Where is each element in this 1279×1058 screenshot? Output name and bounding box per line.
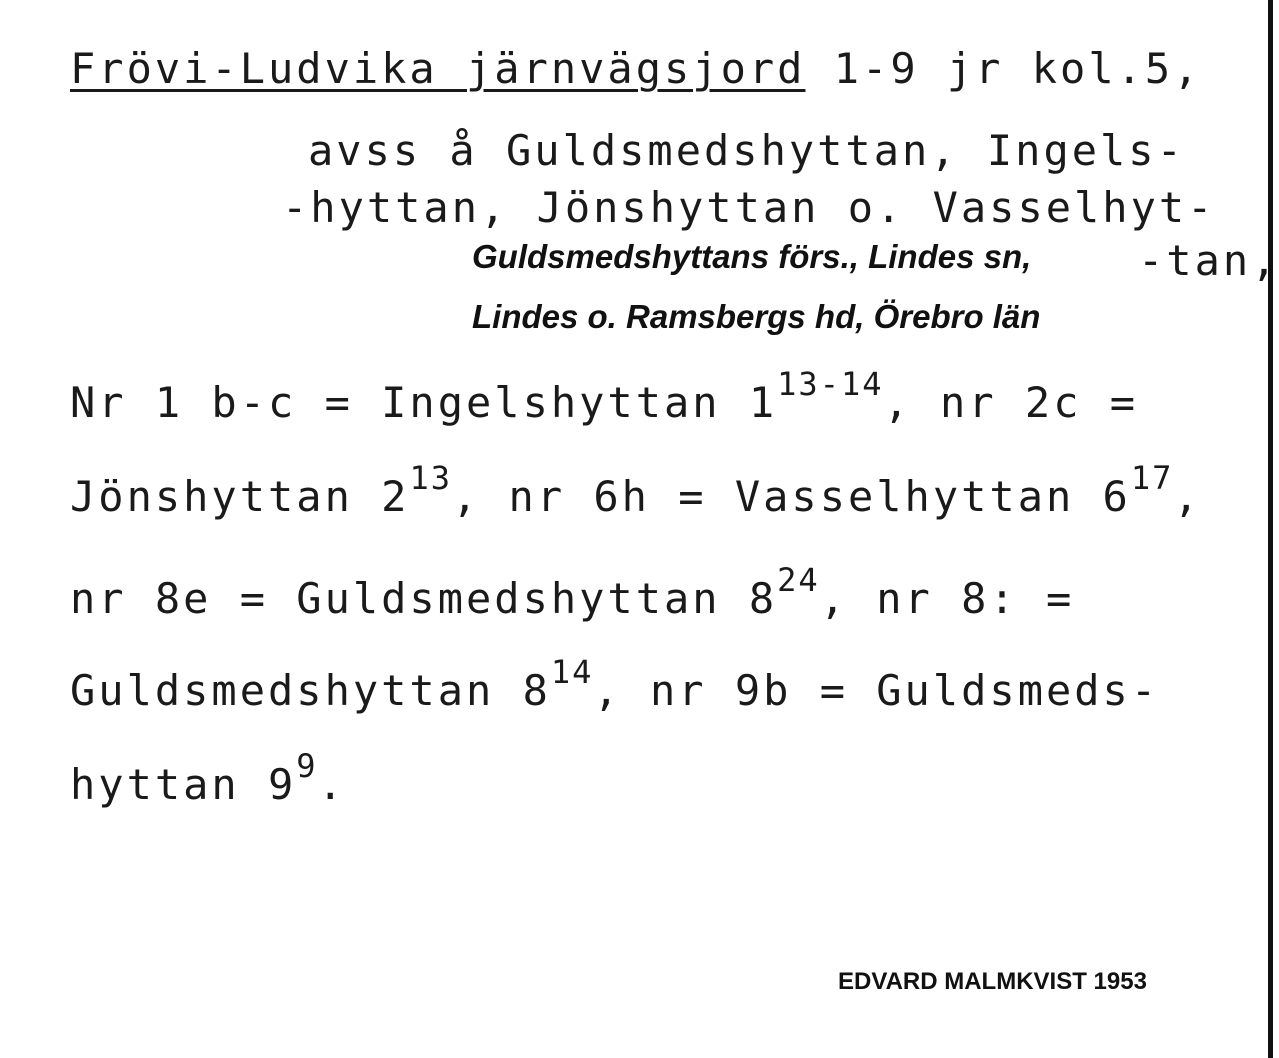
stamp-line-2: Lindes o. Ramsbergs hd, Örebro län — [472, 298, 1041, 335]
body-line-2-sup2: 17 — [1130, 459, 1174, 497]
body-line-2-b: , nr 6h = Vasselhyttan 6 — [451, 472, 1131, 521]
body-line-2-a: Jönshyttan 2 — [70, 472, 410, 521]
header-line-3: -hyttan, Jönshyttan o. Vasselhyt- — [282, 183, 1216, 232]
header-line-4 — [1138, 236, 1279, 285]
body-line-5-a: hyttan 9 — [70, 760, 297, 809]
header-line-4-comma: , — [1251, 236, 1279, 285]
body-line-2-sup: 13 — [409, 459, 452, 497]
header-line-1 — [70, 44, 1201, 93]
body-line-5-sup: 9 — [296, 747, 318, 785]
body-line-2-c: , — [1173, 472, 1202, 521]
body-line-4-a: Guldsmedshyttan 8 — [70, 666, 551, 715]
card-edge-line — [1268, 0, 1273, 1058]
body-line-4-b: , nr 9b = Guldsmeds- — [593, 666, 1160, 715]
body-line-5-b: . — [317, 760, 346, 809]
body-line-5 — [70, 747, 346, 809]
signature-stamp: EDVARD MALMKVIST 1953 — [838, 968, 1147, 995]
body-line-3-sup: 24 — [777, 561, 820, 599]
body-line-3-a: nr 8e = Guldsmedshyttan 8 — [70, 574, 778, 623]
body-line-4-sup: 14 — [550, 653, 594, 691]
header-title: Frövi-Ludvika järnvägsjord — [70, 44, 806, 93]
body-line-1 — [70, 365, 1139, 427]
header-line-4-text: -tan — [1138, 236, 1252, 285]
header-title-rest: 1-9 jr kol.5, — [833, 44, 1202, 93]
body-line-3-b: , nr 8: = — [819, 574, 1075, 623]
body-line-1-a: Nr 1 b-c = Ingelshyttan 1 — [70, 378, 778, 427]
header-line-2: avss å Guldsmedshyttan, Ingels- — [308, 126, 1185, 175]
body-line-2 — [70, 459, 1202, 521]
body-line-3 — [70, 561, 1075, 623]
body-line-1-sup: 13-14 — [777, 365, 884, 403]
body-line-4 — [70, 653, 1160, 715]
body-line-1-b: , nr 2c = — [883, 378, 1139, 427]
stamp-line-1: Guldsmedshyttans förs., Lindes sn, — [472, 238, 1032, 275]
